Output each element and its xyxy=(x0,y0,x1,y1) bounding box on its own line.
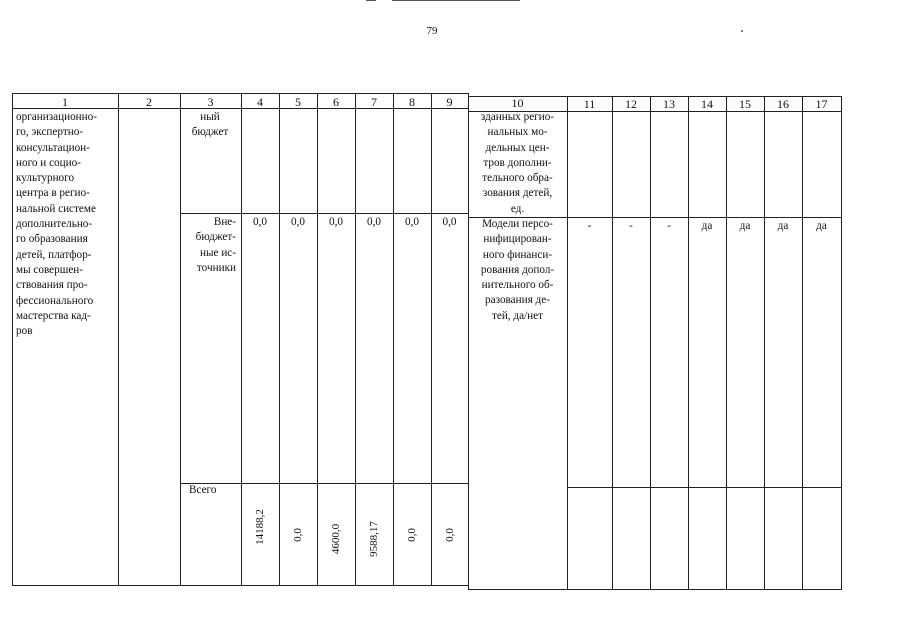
column-header-9: 9 xyxy=(446,95,453,109)
indicator-regional-centers: зданных регио- нальных мо- дельных цен- тров дополни- тельного обра- зования детей, ед. xyxy=(480,111,555,215)
funding-source-extrabudgetary: Вне- бюджет- ные ис- точники xyxy=(195,216,236,274)
grid-line xyxy=(764,96,765,589)
page-number: 79 xyxy=(426,25,438,37)
grid-line xyxy=(612,96,613,589)
total-value-cell: 0,0 xyxy=(292,528,304,542)
column-header-8: 8 xyxy=(409,95,415,109)
total-value-cell: 9588,17 xyxy=(368,521,380,557)
column-header-14: 14 xyxy=(701,97,713,111)
total-value-cell: 0,0 xyxy=(406,528,418,542)
grid-line xyxy=(431,93,432,585)
funding-source-total: Всего xyxy=(189,484,217,496)
total-value-cell: 14188,2 xyxy=(254,509,266,545)
grid-line xyxy=(726,96,727,589)
column-header-11: 11 xyxy=(583,97,596,111)
total-value-cell: 0,0 xyxy=(444,528,456,542)
grid-line xyxy=(12,93,13,585)
grid-line xyxy=(567,487,842,488)
column-header-1: 1 xyxy=(62,95,68,109)
grid-line xyxy=(802,96,803,589)
column-header-16: 16 xyxy=(777,97,789,111)
funding-source-budget: ный бюджет xyxy=(191,111,229,139)
scan-mark xyxy=(366,0,376,1)
column-header-17: 17 xyxy=(815,97,828,111)
grid-line xyxy=(12,585,468,586)
value-cell: 0,0 xyxy=(367,216,381,228)
column-header-3: 3 xyxy=(207,95,214,109)
grid-line xyxy=(841,96,842,589)
project-name-cell: организационно- го, экспертно- консультацион- ного и социо- культурного центра в регио- нальной системе дополнительно- го образования детей, платфор- мы совершен- ствования про- фессионального мастерства кад- ров xyxy=(16,111,97,338)
grid-line xyxy=(317,93,318,585)
total-value-cell: 4600,0 xyxy=(330,523,342,555)
target-cell: - xyxy=(667,220,671,232)
value-cell: 0,0 xyxy=(291,216,305,228)
target-cell: да xyxy=(777,220,789,232)
grid-line xyxy=(650,96,651,589)
grid-line xyxy=(180,93,181,585)
column-header-7: 7 xyxy=(371,95,377,109)
grid-line xyxy=(241,93,242,585)
value-cell: 0,0 xyxy=(253,216,267,228)
grid-line xyxy=(688,96,689,589)
value-cell: 0,0 xyxy=(442,216,457,228)
grid-line xyxy=(567,96,568,589)
grid-line xyxy=(118,93,119,585)
grid-line xyxy=(468,589,842,590)
target-cell: да xyxy=(816,220,827,232)
scan-speck xyxy=(741,30,743,32)
column-header-2: 2 xyxy=(146,95,152,109)
grid-line xyxy=(180,213,468,214)
column-header-5: 5 xyxy=(295,95,301,109)
target-cell: - xyxy=(629,220,633,232)
indicator-personified-financing: Модели персо- нифицирован- ного финанси- рования допол- нительного об- разования де- тей, да/нет xyxy=(480,218,555,322)
target-cell: - xyxy=(587,220,592,232)
target-cell: да xyxy=(701,220,713,232)
column-header-15: 15 xyxy=(739,97,751,111)
grid-line xyxy=(393,93,394,585)
target-cell: да xyxy=(739,220,751,232)
value-cell: 0,0 xyxy=(329,216,343,228)
scan-mark xyxy=(392,0,520,1)
column-header-12: 12 xyxy=(625,97,637,111)
column-header-10: 10 xyxy=(511,96,524,110)
grid-line xyxy=(279,93,280,585)
grid-line xyxy=(355,93,356,585)
column-header-4: 4 xyxy=(257,95,263,109)
value-cell: 0,0 xyxy=(405,216,419,228)
column-header-6: 6 xyxy=(333,95,339,109)
column-header-13: 13 xyxy=(663,97,675,111)
